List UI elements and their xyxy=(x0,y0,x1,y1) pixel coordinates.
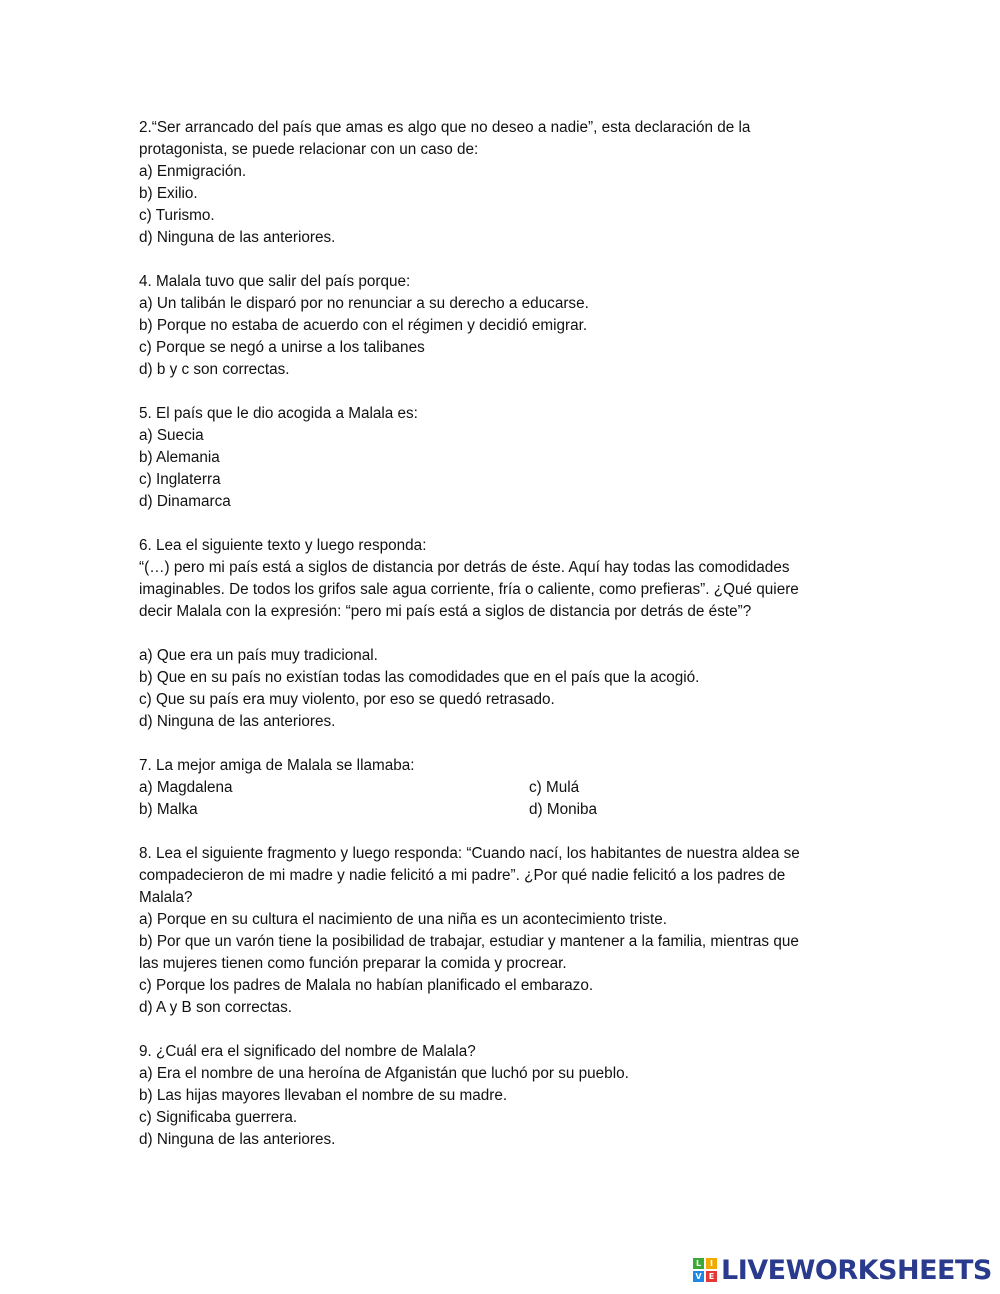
question-6-quote: “(…) pero mi país está a siglos de distancia por detrás de éste. Aquí hay todas las comodidades xyxy=(139,559,790,576)
question-2-stem-cont: protagonista, se puede relacionar con un caso de: xyxy=(139,141,479,158)
question-6-stem: 6. Lea el siguiente texto y luego responda: xyxy=(139,537,427,554)
question-9-option-b[interactable]: b) Las hijas mayores llevaban el nombre de su madre. xyxy=(139,1087,508,1104)
question-2-option-b[interactable]: b) Exilio. xyxy=(139,185,198,202)
question-6-quote-cont: imaginables. De todos los grifos sale agua corriente, fría o caliente, como prefieras”. ¿Qué quiere xyxy=(139,581,799,598)
worksheet-page xyxy=(139,117,869,1151)
question-4-option-d[interactable]: d) b y c son correctas. xyxy=(139,361,290,378)
question-6-option-d[interactable]: d) Ninguna de las anteriores. xyxy=(139,713,336,730)
question-8-option-b-cont[interactable]: las mujeres tienen como función preparar la comida y procrear. xyxy=(139,955,567,972)
question-9-option-d[interactable]: d) Ninguna de las anteriores. xyxy=(139,1131,336,1148)
question-6-option-c[interactable]: c) Que su país era muy violento, por eso se quedó retrasado. xyxy=(139,691,555,708)
question-6-option-a[interactable]: a) Que era un país muy tradicional. xyxy=(139,647,378,664)
question-7-option-a[interactable]: a) Magdalena xyxy=(139,779,233,796)
question-5-option-c[interactable]: c) Inglaterra xyxy=(139,471,221,488)
question-4-stem: 4. Malala tuvo que salir del país porque: xyxy=(139,273,411,290)
question-8-stem-cont: compadecieron de mi madre y nadie felicitó a mi padre”. ¿Por qué nadie felicitó a los padres de xyxy=(139,867,786,884)
question-8-option-d[interactable]: d) A y B son correctas. xyxy=(139,999,293,1016)
logo-mark-letter: V xyxy=(693,1271,704,1282)
question-4-option-b[interactable]: b) Porque no estaba de acuerdo con el régimen y decidió emigrar. xyxy=(139,317,588,334)
question-5-option-a[interactable]: a) Suecia xyxy=(139,427,204,444)
question-6-option-b[interactable]: b) Que en su país no existían todas las comodidades que en el país que la acogió. xyxy=(139,669,700,686)
question-8-option-c[interactable]: c) Porque los padres de Malala no habían planificado el embarazo. xyxy=(139,977,594,994)
liveworksheets-logo-text: LIVEWORKSHEETS xyxy=(721,1254,992,1286)
question-7-option-d[interactable]: d) Moniba xyxy=(529,801,598,818)
question-2-option-c[interactable]: c) Turismo. xyxy=(139,207,215,224)
question-6-quote-cont: decir Malala con la expresión: “pero mi país está a siglos de distancia por detrás de éste”? xyxy=(139,603,752,620)
question-5-option-d[interactable]: d) Dinamarca xyxy=(139,493,231,510)
logo-mark-letter: E xyxy=(706,1271,717,1282)
question-7-option-b[interactable]: b) Malka xyxy=(139,801,198,818)
logo-mark-letter: L xyxy=(693,1258,704,1269)
question-8-option-a[interactable]: a) Porque en su cultura el nacimiento de una niña es un acontecimiento triste. xyxy=(139,911,668,928)
question-9-option-a[interactable]: a) Era el nombre de una heroína de Afganistán que luchó por su pueblo. xyxy=(139,1065,629,1082)
question-5-option-b[interactable]: b) Alemania xyxy=(139,449,220,466)
question-5-stem: 5. El país que le dio acogida a Malala es: xyxy=(139,405,418,422)
question-8-stem-cont: Malala? xyxy=(139,889,193,906)
question-8-stem: 8. Lea el siguiente fragmento y luego responda: “Cuando nací, los habitantes de nuestra aldea se xyxy=(139,845,800,862)
question-7-option-c[interactable]: c) Mulá xyxy=(529,779,580,796)
logo-mark-letter: I xyxy=(706,1258,717,1269)
question-7-options-row xyxy=(139,777,869,799)
question-9-option-c[interactable]: c) Significaba guerrera. xyxy=(139,1109,298,1126)
question-7-stem: 7. La mejor amiga de Malala se llamaba: xyxy=(139,757,415,774)
question-9-stem: 9. ¿Cuál era el significado del nombre de Malala? xyxy=(139,1043,476,1060)
question-2-option-d[interactable]: d) Ninguna de las anteriores. xyxy=(139,229,336,246)
liveworksheets-logo xyxy=(693,1256,992,1284)
liveworksheets-logo-icon xyxy=(693,1258,717,1282)
question-4-option-c[interactable]: c) Porque se negó a unirse a los talibanes xyxy=(139,339,425,356)
question-8-option-b[interactable]: b) Por que un varón tiene la posibilidad de trabajar, estudiar y mantener a la familia, mientras que xyxy=(139,933,799,950)
question-4-option-a[interactable]: a) Un talibán le disparó por no renunciar a su derecho a educarse. xyxy=(139,295,589,312)
question-2-option-a[interactable]: a) Enmigración. xyxy=(139,163,247,180)
question-2-stem: 2.“Ser arrancado del país que amas es algo que no deseo a nadie”, esta declaración de la xyxy=(139,119,751,136)
question-7-options-row xyxy=(139,799,869,821)
